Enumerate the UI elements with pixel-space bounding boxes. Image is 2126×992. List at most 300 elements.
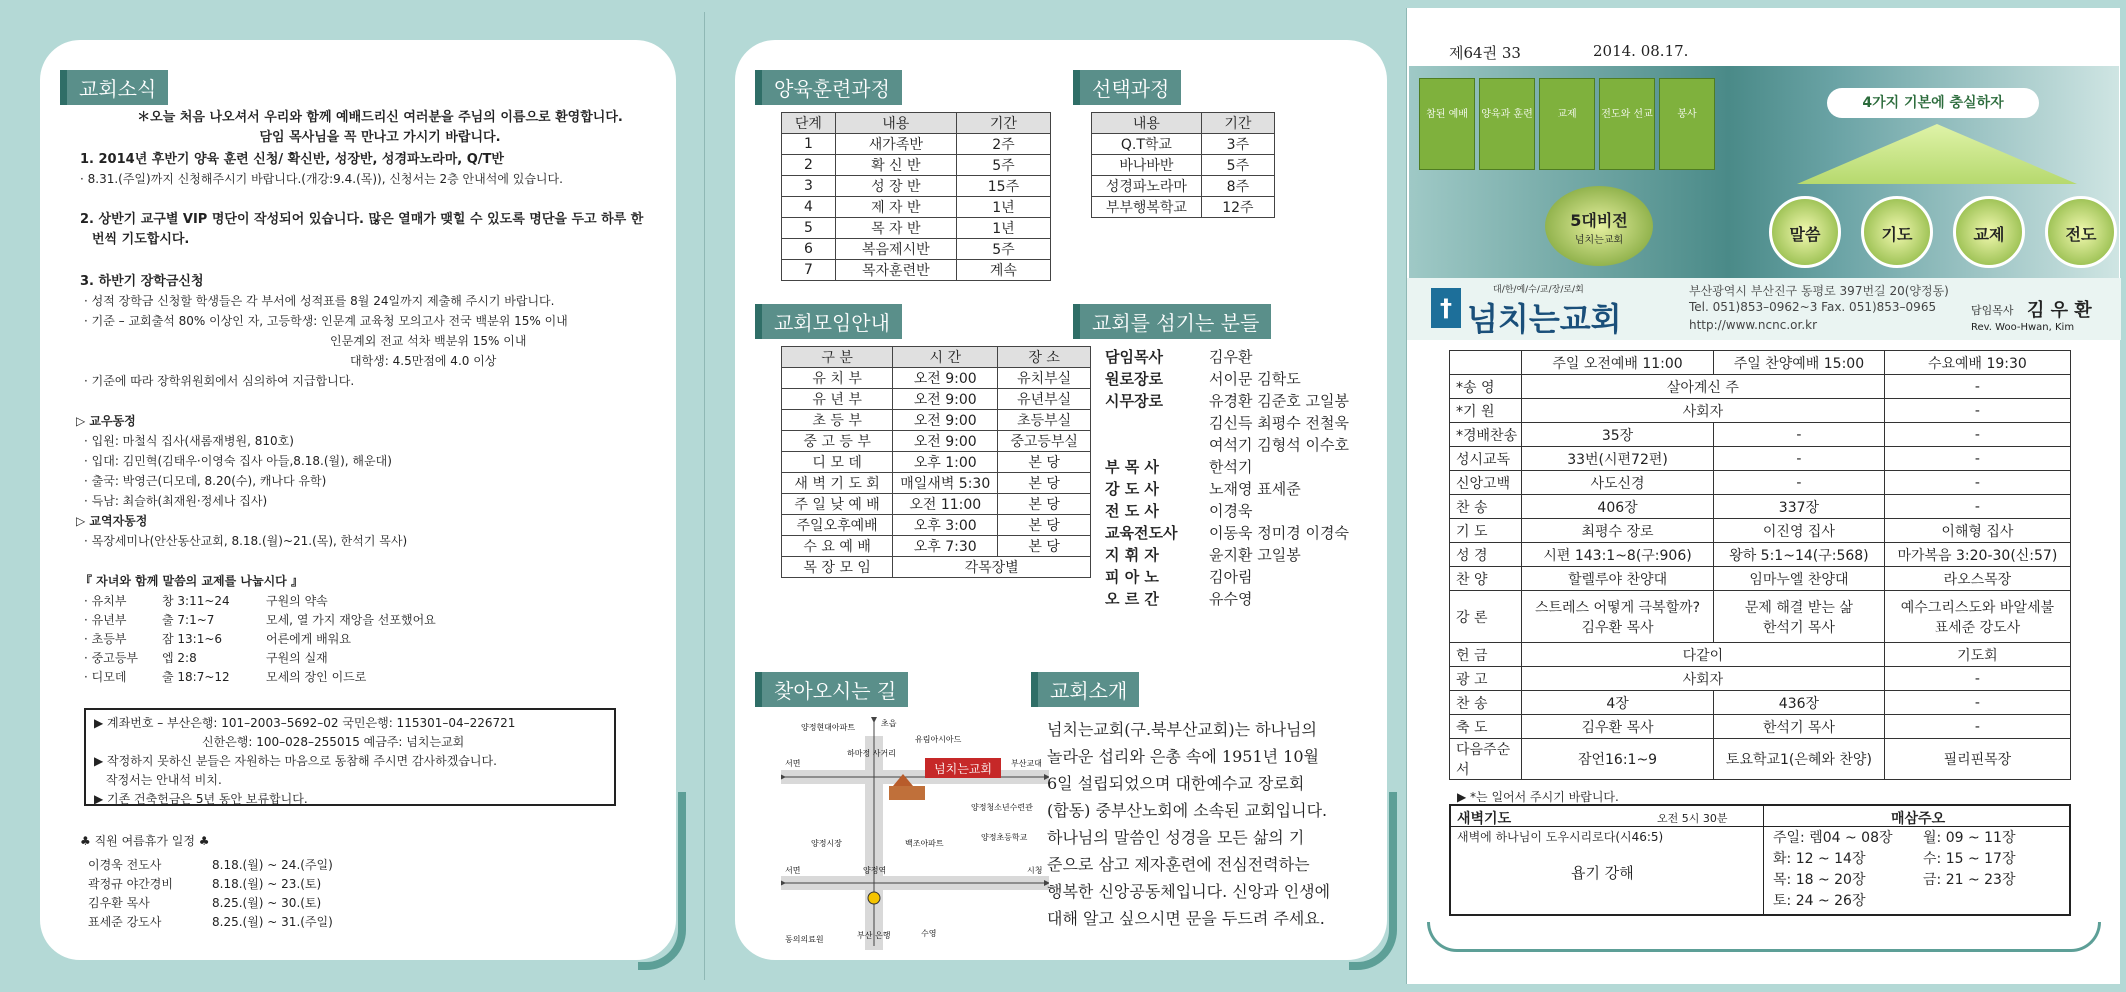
table-header: 단계 (782, 113, 836, 134)
worship-row (1450, 715, 2071, 739)
item-label: 기 도 (1450, 519, 1522, 543)
table-cell: 5주 (956, 239, 1050, 260)
table-row (782, 368, 1091, 389)
dawn-time: 오전 5시 30분 (1657, 812, 1728, 825)
page-right (1406, 8, 2120, 984)
news-3c: 인문계외 전교 석차 백분위 15% 이내 (330, 334, 527, 348)
table-cell: 확 신 반 (835, 155, 956, 176)
vision-flag: 교제 (1539, 78, 1595, 170)
dawn-box (1449, 804, 2071, 916)
servant-role: 피 아 노 (1105, 568, 1159, 586)
news-1a: · 8.31.(주일)까지 신청해주시기 바랍니다.(개강:9.4.(목)), 신청서는 2층 안내석에 있습니다. (80, 172, 563, 186)
vacation-item (88, 894, 333, 913)
table-cell: 바나바반 (1092, 155, 1202, 176)
daily-reading: 토: 24 ~ 26장 (1773, 893, 1866, 909)
news-card (40, 40, 676, 960)
servant-names: 유수영 (1209, 590, 1253, 608)
worship-note: ▶ *는 일어서 주시기 바랍니다. (1457, 790, 1619, 804)
map-label-i: 양정시장 (811, 839, 842, 848)
table-cell: 주 일 낮 예 배 (782, 494, 893, 515)
item-cell: - (1884, 423, 2070, 447)
table-header-row (782, 113, 1051, 134)
table-cell: 복음제시반 (835, 239, 956, 260)
box-line-1: ▶ 계좌번호 – 부산은행: 101–2003–5692–02 국민은행: 115301–04–226721 (94, 716, 516, 730)
table-row (1092, 155, 1275, 176)
table-header: 내용 (835, 113, 956, 134)
news-title: 교회소식 (60, 70, 168, 105)
item-cell: 33번(시편72편) (1522, 447, 1714, 471)
servant-row (1105, 434, 1349, 456)
vision-badge (1545, 186, 1653, 266)
corner-cell (1450, 351, 1522, 375)
item-label: 찬 송 (1450, 691, 1522, 715)
table-cell: 본 당 (998, 536, 1091, 557)
map-label-h: 백조아파트 (905, 839, 944, 848)
map-label-b: 초읍 (881, 719, 897, 728)
vacation-date: 8.25.(월) ~ 31.(주일) (212, 915, 333, 929)
share-ref: 창 3:11~24 (162, 594, 230, 608)
item-cell: - (1884, 667, 2070, 691)
table-cell: 8주 (1201, 176, 1274, 197)
share-group: · 중고등부 (84, 651, 138, 665)
member-1: · 입원: 마철식 집사(새롬재병원, 810호) (84, 434, 294, 448)
elective-table (1091, 112, 1275, 218)
item-cell: - (1714, 471, 1885, 495)
table-cell: 6 (782, 239, 836, 260)
servant-role (1105, 434, 1209, 456)
servant-names: 이경욱 (1209, 502, 1253, 520)
table-cell: 디 모 데 (782, 452, 893, 473)
map-label-f: 부산교대 (1011, 759, 1042, 768)
map-church-label: 넘치는교회 (934, 762, 992, 776)
item-cell: 토요학교1(은혜와 찬양) (1714, 739, 1885, 780)
servant-role: 시무장로 (1105, 392, 1163, 410)
table-cell: 주일오후예배 (782, 515, 893, 536)
intro-line: 하나님의 말씀인 성경을 모든 삶의 기 (1047, 828, 1305, 847)
table-row (782, 410, 1091, 431)
daily-reading: 월: 09 ~ 11장 (1923, 830, 2016, 846)
share-ref: 출 7:1~7 (162, 613, 215, 627)
intro-text (1047, 716, 1330, 932)
table-row (782, 389, 1091, 410)
table-row (782, 155, 1051, 176)
vacation-title: ♣ 직원 여름휴가 일정 ♣ (80, 834, 210, 848)
item-label: 찬 양 (1450, 567, 1522, 591)
table-cell: 3 (782, 176, 836, 197)
servant-row (1105, 346, 1349, 368)
table-cell: 4 (782, 197, 836, 218)
banner-slogan: 4가지 기본에 충실하자 (1827, 88, 2039, 118)
table-header: 기간 (956, 113, 1050, 134)
item-cell: 436장 (1714, 691, 1885, 715)
table-header-row (782, 347, 1091, 368)
notice-box (84, 708, 616, 806)
issue-number: 제64권 33 (1449, 44, 1521, 62)
intro-line: 6일 설립되었으며 대한예수교 장로회 (1047, 774, 1305, 793)
item-cell: 시편 143:1~8(구:906) (1522, 543, 1714, 567)
table-row (782, 536, 1091, 557)
table-header-row (1092, 113, 1275, 134)
worship-row (1450, 399, 2071, 423)
share-ref: 엡 2:8 (162, 651, 197, 665)
bottom-frame (1427, 922, 2101, 952)
share-topic: 모세, 열 가지 재앙을 선포했어요 (266, 613, 436, 627)
worship-row (1450, 519, 2071, 543)
intro-line: 행복한 신앙공동체입니다. 신앙과 인생에 (1047, 882, 1331, 901)
item-cell: 라오스목장 (1884, 567, 2070, 591)
table-cell: 초등부실 (998, 410, 1091, 431)
table-cell: 2주 (956, 134, 1050, 155)
table-cell: 1년 (956, 197, 1050, 218)
servant-row (1105, 522, 1349, 544)
table-cell: 유 치 부 (782, 368, 893, 389)
worship-row (1450, 495, 2071, 519)
share-group: · 유년부 (84, 613, 127, 627)
table-header: 내용 (1092, 113, 1202, 134)
table-row (782, 473, 1091, 494)
vacation-name: 이경욱 전도사 (88, 858, 162, 872)
share-topic: 구원의 실재 (266, 651, 328, 665)
share-item (84, 668, 584, 687)
item-cell: 사회자 (1522, 399, 1885, 423)
vacation-name: 표세준 강도사 (88, 915, 162, 929)
table-cell: 새 벽 기 도 회 (782, 473, 893, 494)
map-label-o: 부산 은행 (857, 931, 891, 940)
item-cell: - (1884, 471, 2070, 495)
news-2a: 2. 상반기 교구별 VIP 명단이 작성되어 있습니다. 많은 열매가 맺힐 수 있도록 명단을 두고 하루 한 (80, 212, 644, 227)
vacation-item (88, 913, 333, 932)
news-3: 3. 하반기 장학금신청 (80, 274, 204, 289)
map-label-k: 서면 (785, 866, 801, 875)
box-line-4: 작정서는 안내석 비치. (106, 773, 222, 787)
table-cell: 유치부실 (998, 368, 1091, 389)
page-left (0, 12, 704, 980)
item-label: 신앙고백 (1450, 471, 1522, 495)
share-ref: 출 18:7~12 (162, 670, 230, 684)
table-cell: Q.T학교 (1092, 134, 1202, 155)
item-cell: - (1884, 495, 2070, 519)
item-cell: - (1884, 691, 2070, 715)
servant-role (1105, 412, 1209, 434)
item-cell: 406장 (1522, 495, 1714, 519)
item-cell: 김우환 목사 (1522, 715, 1714, 739)
pastor-label: 담임목사 (1971, 304, 2014, 317)
item-cell: 최평수 장로 (1522, 519, 1714, 543)
table-cell: 3주 (1201, 134, 1274, 155)
ministers-title: ▷ 교역자동정 (76, 514, 148, 528)
servant-row (1105, 566, 1349, 588)
item-cell: - (1884, 399, 2070, 423)
item-label: *송 영 (1450, 375, 1522, 399)
church-name: 넘치는교회 (1467, 300, 1622, 338)
share-group: · 초등부 (84, 632, 127, 646)
basic-circle: 전도 (2045, 196, 2117, 268)
item-cell: - (1884, 715, 2070, 739)
dawn-verse: 새벽에 하나님이 도우시리로다(시46:5) (1457, 830, 1664, 844)
table-cell: 오전 9:00 (893, 431, 998, 452)
daily-title: 매삼주오 (1891, 811, 1946, 827)
item-cell: 잠언16:1~9 (1522, 739, 1714, 780)
vacation-item (88, 856, 333, 875)
table-row (782, 260, 1051, 281)
share-topic: 어른에게 배워요 (266, 632, 351, 646)
denomination: 대/한/예/수/교/장/로/회 (1493, 285, 1584, 295)
directions-map (781, 716, 1049, 950)
servant-row (1105, 588, 1349, 610)
header-banner (1409, 66, 2119, 278)
servant-names: 김우환 (1209, 348, 1253, 366)
intro-line: 놀라운 섭리와 은총 속에 1951년 10월 (1047, 747, 1319, 766)
share-item (84, 649, 584, 668)
table-cell: 7 (782, 260, 836, 281)
table-cell: 본 당 (998, 452, 1091, 473)
servant-row (1105, 500, 1349, 522)
news-1: 1. 2014년 후반기 양육 훈련 신청/ 확신반, 성장반, 성경파노라마, Q/T반 (80, 152, 504, 167)
table-cell: 계속 (956, 260, 1050, 281)
table-cell: 중 고 등 부 (782, 431, 893, 452)
share-topic: 모세의 장인 이드로 (266, 670, 367, 684)
item-cell: 마가복음 3:20-30(신:57) (1884, 543, 2070, 567)
map-label-j: 양정초등학교 (981, 833, 1028, 842)
worship-row (1450, 423, 2071, 447)
table-cell: 매일새벽 5:30 (893, 473, 998, 494)
worship-row (1450, 667, 2071, 691)
servant-row (1105, 412, 1349, 434)
item-label: 강 론 (1450, 591, 1522, 643)
item-cell: - (1884, 447, 2070, 471)
servant-role: 전 도 사 (1105, 502, 1159, 520)
servant-row (1105, 456, 1349, 478)
table-cell: 5주 (1201, 155, 1274, 176)
map-label-g: 양정청소년수련관 (971, 803, 1033, 812)
sermon-preacher: 표세준 강도사 (1934, 619, 2021, 636)
service-header: 수요예배 19:30 (1884, 351, 2070, 375)
table-cell: 15주 (956, 176, 1050, 197)
box-line-3: ▶ 작정하지 못하신 분들은 자원하는 마음으로 동참해 주시면 감사하겠습니다. (94, 754, 497, 768)
news-3b: · 기준 – 교회출석 80% 이상인 자, 고등학생: 인문계 교육청 모의고사 전국 백분위 15% 이내 (84, 314, 568, 328)
daily-row (1773, 828, 2015, 849)
vision-flag: 전도와 선교 (1599, 78, 1655, 170)
item-cell: 337장 (1714, 495, 1885, 519)
servant-names: 한석기 (1209, 458, 1253, 476)
table-row (782, 452, 1091, 473)
daily-reading: 화: 12 ~ 14장 (1773, 851, 1866, 867)
item-cell: - (1714, 447, 1885, 471)
worship-row (1450, 447, 2071, 471)
item-label: 광 고 (1450, 667, 1522, 691)
sermon-title: 예수그리스도와 바알세불 (1900, 599, 2054, 616)
table-cell: 1 (782, 134, 836, 155)
table-cell: 오후 1:00 (893, 452, 998, 473)
table-row (1092, 197, 1275, 218)
church-info-bar (1407, 278, 2121, 340)
intro-line: (합동) 중부산노회에 소속된 교회입니다. (1047, 801, 1328, 820)
member-3: · 출국: 박영근(디모데, 8.20(수), 캐나다 유학) (84, 474, 327, 488)
pastor-english: Rev. Woo-Hwan, Kim (1971, 322, 2075, 333)
elective-title: 선택과정 (1073, 70, 1181, 105)
item-label: 찬 송 (1450, 495, 1522, 519)
basic-circle: 기도 (1861, 196, 1933, 268)
item-cell: 이진영 집사 (1714, 519, 1885, 543)
share-title: 『 자녀와 함께 말씀의 교제를 나눕시다 』 (80, 574, 303, 588)
basic-circle: 교제 (1953, 196, 2025, 268)
map-label-m: 시청 (1027, 866, 1043, 875)
sermon-cell (1884, 591, 2070, 643)
map-label-a: 양정현대아파트 (801, 723, 856, 732)
item-label: 성 경 (1450, 543, 1522, 567)
map-label-l: 양정역 (863, 866, 887, 875)
table-cell: 수 요 예 배 (782, 536, 893, 557)
table-row (782, 557, 1091, 578)
table-row (782, 134, 1051, 155)
share-group: · 유치부 (84, 594, 127, 608)
table-row (1092, 176, 1275, 197)
servant-names: 여석기 김형석 이수호 (1209, 436, 1349, 454)
worship-row (1450, 691, 2071, 715)
intro-line: 대해 알고 싶으시면 문을 두드려 주세요. (1047, 909, 1325, 928)
table-cell: 제 자 반 (835, 197, 956, 218)
servant-names: 윤지환 고일봉 (1209, 546, 1301, 564)
item-cell: - (1884, 375, 2070, 399)
table-cell: 오전 9:00 (893, 368, 998, 389)
church-url[interactable]: http://www.ncnc.or.kr (1689, 318, 1818, 332)
servant-role: 원로장로 (1105, 370, 1163, 388)
vacation-name: 김우환 목사 (88, 896, 150, 910)
daily-reading: 목: 18 ~ 20장 (1773, 872, 1866, 888)
table-row (782, 515, 1091, 536)
table-cell: 오전 11:00 (893, 494, 998, 515)
service-header: 주일 오전예배 11:00 (1522, 351, 1714, 375)
table-cell: 새가족반 (835, 134, 956, 155)
news-3d: 대학생: 4.5만점에 4.0 이상 (350, 354, 497, 368)
item-cell: 할렐루야 찬양대 (1522, 567, 1714, 591)
share-item (84, 592, 584, 611)
servants-title: 교회를 섬기는 분들 (1073, 304, 1271, 339)
table-cell: 5 (782, 218, 836, 239)
welcome-line-1: ＊오늘 처음 나오셔서 우리와 함께 예배드리신 여러분을 주님의 이름으로 환영합니다. (137, 110, 623, 125)
page-middle (704, 12, 1406, 980)
item-cell: 기도회 (1884, 643, 2070, 667)
servant-role: 담임목사 (1105, 348, 1163, 366)
daily-list (1773, 828, 2015, 912)
vision-sub: 넘치는교회 (1574, 235, 1624, 246)
worship-row (1450, 643, 2071, 667)
table-cell: 오후 3:00 (893, 515, 998, 536)
intro-line: 준으로 삼고 제자훈련에 전심전력하는 (1047, 855, 1310, 874)
map-label-e: 하마정 사거리 (847, 749, 896, 758)
table-cell: 12주 (1201, 197, 1274, 218)
intro-line: 넘치는교회(구.북부산교회)는 하나님의 (1047, 720, 1317, 739)
table-row (782, 431, 1091, 452)
table-row (782, 239, 1051, 260)
meetings-title: 교회모임안내 (755, 304, 902, 339)
servants-list (1105, 346, 1349, 610)
servant-role: 교육전도사 (1105, 524, 1178, 542)
item-label: *기 원 (1450, 399, 1522, 423)
vacation-date: 8.25.(월) ~ 30.(토) (212, 896, 322, 910)
table-header: 장 소 (998, 347, 1091, 368)
table-cell: 본 당 (998, 473, 1091, 494)
service-header: 주일 찬양예배 15:00 (1714, 351, 1885, 375)
worship-row (1450, 375, 2071, 399)
item-cell: - (1714, 423, 1885, 447)
servant-row (1105, 368, 1349, 390)
servant-names: 유경환 김준호 고일봉 (1209, 392, 1349, 410)
table-cell: 유 년 부 (782, 389, 893, 410)
welcome-line-2: 담임 목사님을 꼭 만나고 가시기 바랍니다. (259, 130, 501, 145)
info-card (735, 40, 1387, 960)
item-label: 헌 금 (1450, 643, 1522, 667)
table-cell: 목 자 반 (835, 218, 956, 239)
training-table (781, 112, 1051, 281)
table-cell: 본 당 (998, 515, 1091, 536)
box-line-2: 신한은행: 100–028–255015 예금주: 넘치는교회 (202, 735, 465, 749)
servant-row (1105, 478, 1349, 500)
table-header: 시 간 (893, 347, 998, 368)
vacation-date: 8.18.(월) ~ 24.(주일) (212, 858, 333, 872)
share-list (84, 592, 584, 687)
item-cell: 4장 (1522, 691, 1714, 715)
worship-header-row (1450, 351, 2071, 375)
table-cell: 중고등부실 (998, 431, 1091, 452)
item-cell: 왕하 5:1~14(구:568) (1714, 543, 1885, 567)
church-address: 부산광역시 부산진구 동평로 397번길 20(양정동) (1689, 284, 1949, 298)
table-cell: 오후 7:30 (893, 536, 998, 557)
sermon-preacher: 김우환 목사 (1581, 619, 1654, 636)
item-cell: 이해형 집사 (1884, 519, 2070, 543)
table-row (782, 494, 1091, 515)
members-title: ▷ 교우동정 (76, 414, 136, 428)
table-cell: 부부행복학교 (1092, 197, 1202, 218)
servant-row (1105, 544, 1349, 566)
worship-row (1450, 543, 2071, 567)
church-tel: Tel. 051)853–0962~3 Fax. 051)853–0965 (1689, 300, 1937, 314)
vacation-item (88, 875, 333, 894)
sermon-title: 스트레스 어떻게 극복할까? (1534, 599, 1701, 616)
table-cell: 성 장 반 (835, 176, 956, 197)
sermon-cell (1714, 591, 1885, 643)
table-row (782, 197, 1051, 218)
vision-flag: 참된 예배 (1419, 78, 1475, 170)
item-label: *경배찬송 (1450, 423, 1522, 447)
table-row (1092, 134, 1275, 155)
item-cell: 필리핀목장 (1884, 739, 2070, 780)
table-cell: 유년부실 (998, 389, 1091, 410)
share-group: · 디모데 (84, 670, 127, 684)
table-cell: 초 등 부 (782, 410, 893, 431)
item-cell: 사도신경 (1522, 471, 1714, 495)
table-row (782, 176, 1051, 197)
table-cell: 2 (782, 155, 836, 176)
table-cell: 성경파노라마 (1092, 176, 1202, 197)
issue-date: 2014. 08.17. (1593, 42, 1689, 60)
item-label: 다음주순서 (1450, 739, 1522, 780)
map-label-n: 동의의료원 (785, 935, 824, 944)
servant-names: 이동욱 정미경 이경숙 (1209, 524, 1349, 542)
dawn-title: 새벽기도 (1457, 811, 1512, 827)
daily-row (1773, 849, 2015, 870)
vacation-name: 곽정규 야간경비 (88, 877, 173, 891)
meetings-table (781, 346, 1091, 578)
vacation-date: 8.18.(월) ~ 23.(토) (212, 877, 322, 891)
sermon-title: 문제 해결 받는 삶 (1744, 599, 1853, 616)
share-item (84, 630, 584, 649)
item-cell: 35장 (1522, 423, 1714, 447)
servant-names: 김아림 (1209, 568, 1253, 586)
servant-row (1105, 390, 1349, 412)
map-label-c: 유림아시아드 (915, 735, 962, 744)
cross-icon: † (1431, 288, 1461, 328)
